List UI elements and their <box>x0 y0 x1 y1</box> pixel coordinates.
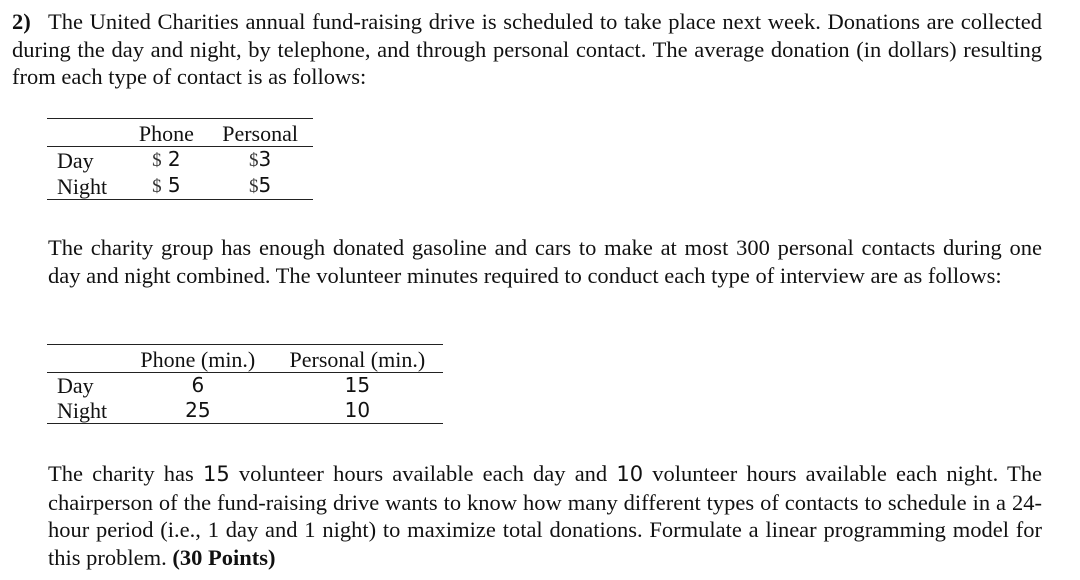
intro-text: The United Charities annual fund-raising drive is scheduled to take place next week. Donations are collected during the day and night, by telephone, and through personal contact. The average donation (in dollars) resulting from each type of contact is as follows: <box>12 9 1042 89</box>
cell-night-personal-min: 10 <box>272 398 443 424</box>
table-row <box>47 398 443 424</box>
currency-symbol: $ <box>152 150 162 171</box>
table-row <box>47 373 443 399</box>
currency-symbol: $ <box>249 150 259 171</box>
cell-value: 5 <box>167 173 181 197</box>
closing-part3: volunteer hours available each night. The chairperson of the fund-raising drive wants to know how many different types of contacts to schedule in a 24-hour period (i.e., 1 day and 1 night) to maximize total donations. Formulate a linear programming model for this problem. <box>48 461 1043 570</box>
cell-day-phone <box>125 147 207 174</box>
donation-table <box>47 118 313 200</box>
closing-text <box>12 460 1042 571</box>
cell-day-phone-min: 6 <box>191 373 205 397</box>
donation-header-personal: Personal <box>207 119 313 147</box>
points-label: (30 Points) <box>172 544 276 570</box>
cell-day-personal <box>207 147 313 174</box>
cell-day-personal-min: 15 <box>344 373 371 397</box>
closing-part1: The charity has <box>48 461 194 486</box>
question-middle <box>12 234 1042 289</box>
table-row <box>47 173 313 200</box>
currency-symbol: $ <box>249 176 259 197</box>
row-label: Day <box>57 373 94 398</box>
question-intro <box>12 8 1042 91</box>
question-closing <box>12 460 1042 571</box>
row-label: Day <box>57 147 94 173</box>
cell-night-personal <box>207 173 313 200</box>
minutes-header-personal: Personal (min.) <box>272 345 443 373</box>
currency-symbol: $ <box>152 176 162 197</box>
minutes-header-phone: Phone (min.) <box>124 345 272 373</box>
row-label: Night <box>47 398 124 424</box>
minutes-header-blank <box>47 345 124 373</box>
cell-value: 2 <box>167 147 181 171</box>
cell-night-phone <box>125 173 207 200</box>
cell-value: 5 <box>258 173 272 197</box>
cell-night-phone-min: 25 <box>124 398 272 424</box>
table-row <box>47 147 313 174</box>
closing-part2: volunteer hours available each day and <box>238 461 608 486</box>
donation-header-blank <box>47 119 125 147</box>
minutes-table <box>47 344 443 424</box>
row-label: Night <box>47 173 125 200</box>
question-number: 2) <box>12 9 31 34</box>
night-hours-value: 10 <box>616 462 644 486</box>
middle-text: The charity group has enough donated gasoline and cars to make at most 300 personal contacts during one day and night combined. The volunteer minutes required to conduct each type of interview are as follows: <box>48 235 1042 288</box>
donation-header-phone: Phone <box>125 119 207 147</box>
day-hours-value: 15 <box>203 462 230 486</box>
cell-value: 3 <box>258 147 272 171</box>
